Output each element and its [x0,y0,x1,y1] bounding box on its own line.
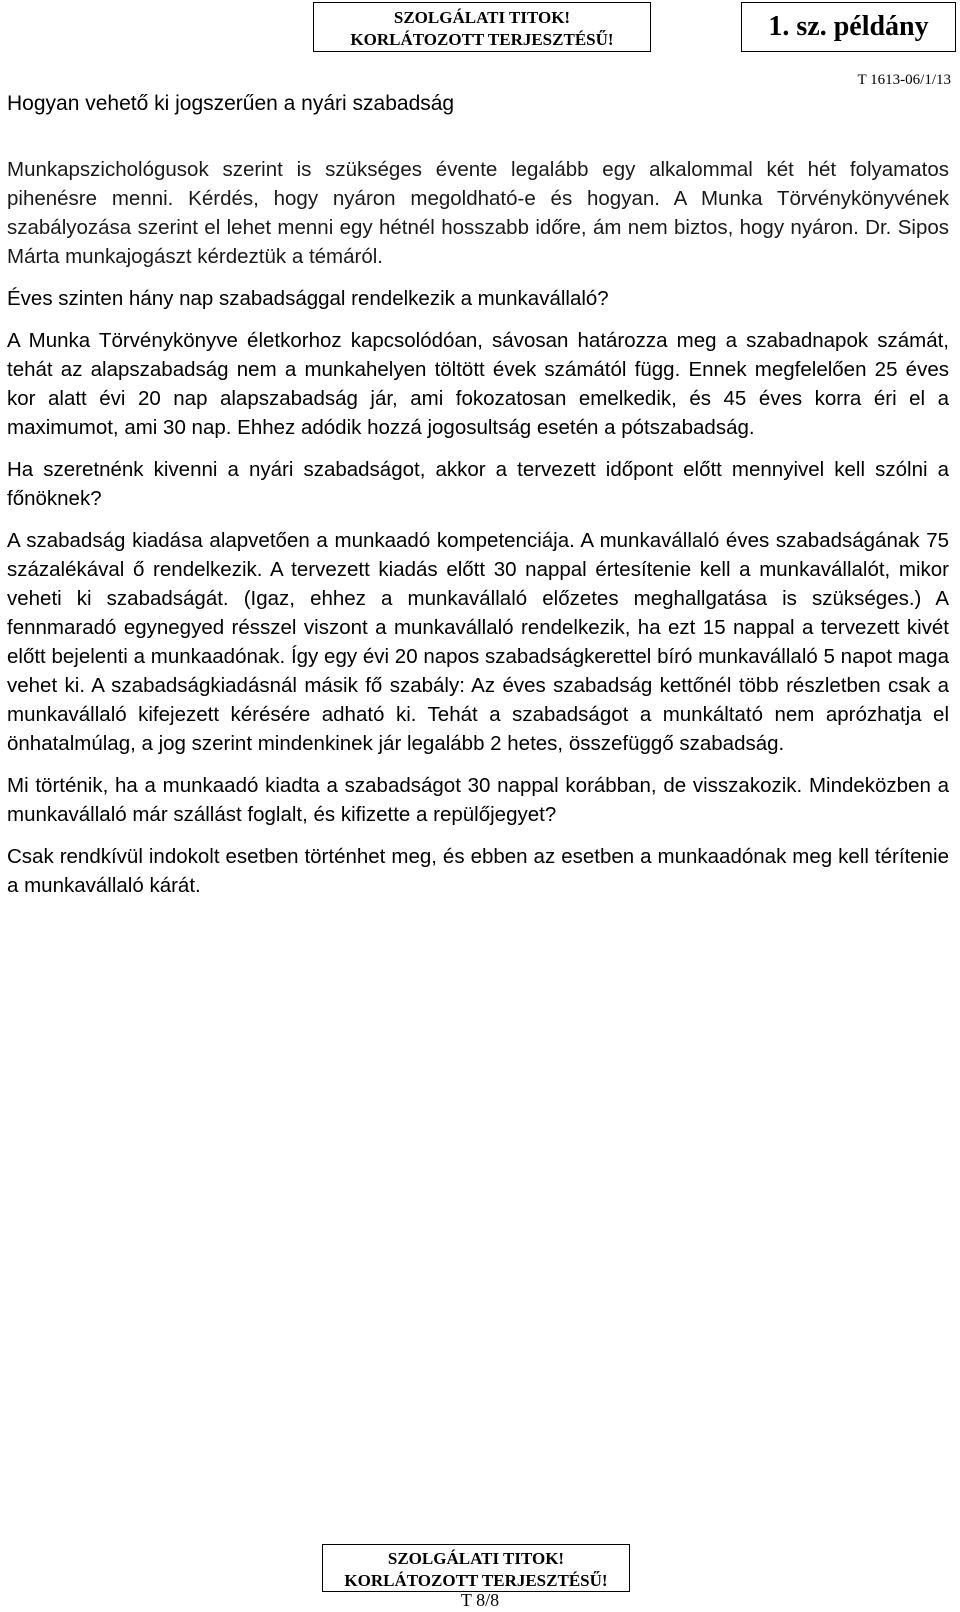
article-body [7,155,949,913]
interview-answer: A szabadság kiadása alapvetően a munkaadó kompetenciája. A munkavállaló éves szabadságának 75 százalékával ő rendelkezik. A tervezett kiadás előtt 30 nappal értesítenie kell a munkavállalót, mikor veheti ki szabadságát. (Igaz, ehhez a munkavállaló előzetes meghallgatása is szükséges.) A fennmaradó egynegyed résszel viszont a munkavállaló rendelkezik, ha ezt 15 nappal a tervezett kivét előtt bejelenti a munkaadónak. Így egy évi 20 napos szabadságkerettel bíró munkavállaló 5 napot maga vehet ki. A szabadságkiadásnál másik fő szabály: Az éves szabadság kettőnél több részletben csak a munkavállaló kifejezett kérésére adható ki. Tehát a szabadságot a munkáltató nem aprózhatja el önhatalmúlag, a jog szerint mindenkinek jár legalább 2 hetes, összefüggő szabadság. [7,529,949,755]
classification-line-2: KORLÁTOZOTT TERJESZTÉSŰ! [344,1571,608,1590]
copy-number-box: 1. sz. példány [741,2,956,52]
interview-question: Mi történik, ha a munkaadó kiadta a szabadságot 30 nappal korábban, de visszakozik. Mindeközben a munkavállaló már szállást foglalt, és kifizette a repülőjegyet? [7,774,949,826]
classification-stamp-top [313,2,651,52]
interview-answer: A Munka Törvénykönyve életkorhoz kapcsolódóan, sávosan határozza meg a szabadnapok számát, tehát az alapszabadság nem a munkahelyen töltött évek számától függ. Ennek megfelelően 25 éves kor alatt évi 20 nap alapszabadság jár, ami fokozatosan emelkedik, és 45 éves korra éri el a maximumot, ami 30 nap. Ehhez adódik hozzá jogosultság esetén a pótszabadság. [7,329,949,439]
page-number: T 8/8 [460,1590,500,1610]
article-lead: Munkapszichológusok szerint is szükséges évente legalább egy alkalommal két hét folyamatos pihenésre menni. Kérdés, hogy nyáron megoldható-e és hogyan. A Munka Törvénykönyvének szabályozása szerint el lehet menni egy hétnél hosszabb időre, ám nem biztos, hogy nyáron. Dr. Sipos Márta munkajogászt kérdeztük a témáról. [7,158,949,268]
interview-question: Ha szeretnénk kivenni a nyári szabadságot, akkor a tervezett időpont előtt mennyivel kell szólni a főnöknek? [7,458,949,510]
interview-question: Éves szinten hány nap szabadsággal rendelkezik a munkavállaló? [7,287,609,310]
classification-line-2: KORLÁTOZOTT TERJESZTÉSŰ! [350,30,614,49]
article-title: Hogyan vehető ki jogszerűen a nyári szabadság [7,92,455,115]
interview-answer: Csak rendkívül indokolt esetben történhet meg, és ebben az esetben a munkaadónak meg kell térítenie a munkavállaló kárát. [7,845,949,897]
document-number: T 1613-06/1/13 [857,72,951,88]
classification-line-1: SZOLGÁLATI TITOK! [387,1549,565,1568]
classification-stamp-bottom [322,1544,630,1592]
classification-line-1: SZOLGÁLATI TITOK! [393,8,571,27]
